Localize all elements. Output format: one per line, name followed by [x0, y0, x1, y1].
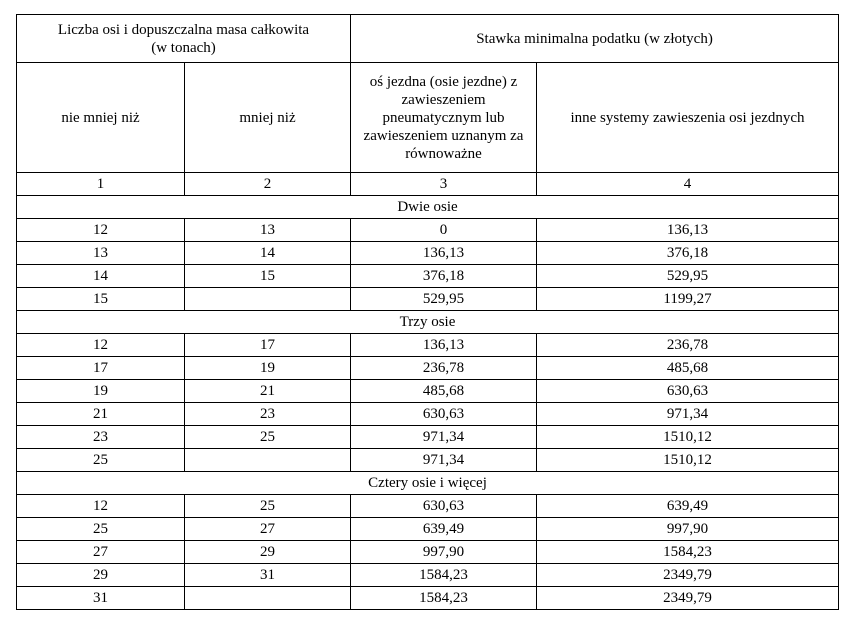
table-cell [185, 288, 351, 311]
header-other-suspension: inne systemy zawieszenia osi jezdnych [537, 63, 839, 173]
table-cell: 13 [185, 219, 351, 242]
table-row [17, 265, 839, 288]
table-row [17, 403, 839, 426]
table-row [17, 449, 839, 472]
table-cell: 630,63 [351, 495, 537, 518]
table-cell: 971,34 [351, 426, 537, 449]
table-cell: 136,13 [351, 334, 537, 357]
table-cell: 31 [17, 587, 185, 610]
table-cell: 27 [17, 541, 185, 564]
table-cell: 23 [17, 426, 185, 449]
table-cell: 1510,12 [537, 426, 839, 449]
table-cell: 529,95 [537, 265, 839, 288]
table-row [17, 357, 839, 380]
section-header-row [17, 311, 839, 334]
table-cell: 25 [17, 518, 185, 541]
table-cell: 529,95 [351, 288, 537, 311]
table-cell: 27 [185, 518, 351, 541]
table-cell: 485,68 [537, 357, 839, 380]
table-cell: 0 [351, 219, 537, 242]
table-row [17, 587, 839, 610]
table-cell: 17 [185, 334, 351, 357]
section-title: Cztery osie i więcej [17, 472, 839, 495]
table-cell: 29 [17, 564, 185, 587]
header-less-than: mniej niż [185, 63, 351, 173]
table-cell: 639,49 [537, 495, 839, 518]
table-cell: 1510,12 [537, 449, 839, 472]
table-cell: 17 [17, 357, 185, 380]
table-cell: 485,68 [351, 380, 537, 403]
table-cell: 14 [185, 242, 351, 265]
table-cell: 31 [185, 564, 351, 587]
table-cell: 376,18 [351, 265, 537, 288]
table-cell [185, 449, 351, 472]
table-cell: 21 [17, 403, 185, 426]
column-number: 2 [185, 173, 351, 196]
header-not-less-than: nie mniej niż [17, 63, 185, 173]
table-cell: 630,63 [537, 380, 839, 403]
table-row [17, 334, 839, 357]
table-cell: 15 [185, 265, 351, 288]
table-cell [185, 587, 351, 610]
header-row-columns [17, 63, 839, 173]
table-cell: 1584,23 [351, 564, 537, 587]
column-number-row [17, 173, 839, 196]
table-cell: 236,78 [537, 334, 839, 357]
table-cell: 997,90 [537, 518, 839, 541]
table-cell: 2349,79 [537, 564, 839, 587]
column-number: 1 [17, 173, 185, 196]
table-cell: 236,78 [351, 357, 537, 380]
table-cell: 14 [17, 265, 185, 288]
table-cell: 25 [185, 495, 351, 518]
table-row [17, 541, 839, 564]
tax-rate-table [16, 14, 839, 610]
table-cell: 12 [17, 334, 185, 357]
table-cell: 12 [17, 495, 185, 518]
table-cell: 2349,79 [537, 587, 839, 610]
table-cell: 630,63 [351, 403, 537, 426]
section-title: Trzy osie [17, 311, 839, 334]
table-cell: 19 [185, 357, 351, 380]
table-cell: 376,18 [537, 242, 839, 265]
table-cell: 1584,23 [351, 587, 537, 610]
header-axles-mass: Liczba osi i dopuszczalna masa całkowita (w tonach) [17, 15, 351, 63]
table-row [17, 242, 839, 265]
table-row [17, 219, 839, 242]
section-header-row [17, 472, 839, 495]
header-row-group [17, 15, 839, 63]
table-cell: 25 [17, 449, 185, 472]
table-row [17, 380, 839, 403]
column-number: 3 [351, 173, 537, 196]
table-row [17, 426, 839, 449]
table-cell: 23 [185, 403, 351, 426]
table-cell: 639,49 [351, 518, 537, 541]
table-cell: 997,90 [351, 541, 537, 564]
table-row [17, 288, 839, 311]
table-cell: 136,13 [537, 219, 839, 242]
table-cell: 13 [17, 242, 185, 265]
table-cell: 1199,27 [537, 288, 839, 311]
table-cell: 29 [185, 541, 351, 564]
header-min-tax-rate: Stawka minimalna podatku (w złotych) [351, 15, 839, 63]
column-number: 4 [537, 173, 839, 196]
table-cell: 25 [185, 426, 351, 449]
table-cell: 971,34 [351, 449, 537, 472]
table-cell: 971,34 [537, 403, 839, 426]
table-cell: 12 [17, 219, 185, 242]
header-pneumatic-suspension: oś jezdna (osie jezdne) z zawieszeniem pneumatycznym lub zawieszeniem uznanym za równoważne [351, 63, 537, 173]
table-cell: 136,13 [351, 242, 537, 265]
table-cell: 19 [17, 380, 185, 403]
section-header-row [17, 196, 839, 219]
section-title: Dwie osie [17, 196, 839, 219]
table-cell: 15 [17, 288, 185, 311]
table-body [17, 15, 839, 610]
table-cell: 21 [185, 380, 351, 403]
table-row [17, 518, 839, 541]
table-row [17, 564, 839, 587]
table-cell: 1584,23 [537, 541, 839, 564]
table-row [17, 495, 839, 518]
